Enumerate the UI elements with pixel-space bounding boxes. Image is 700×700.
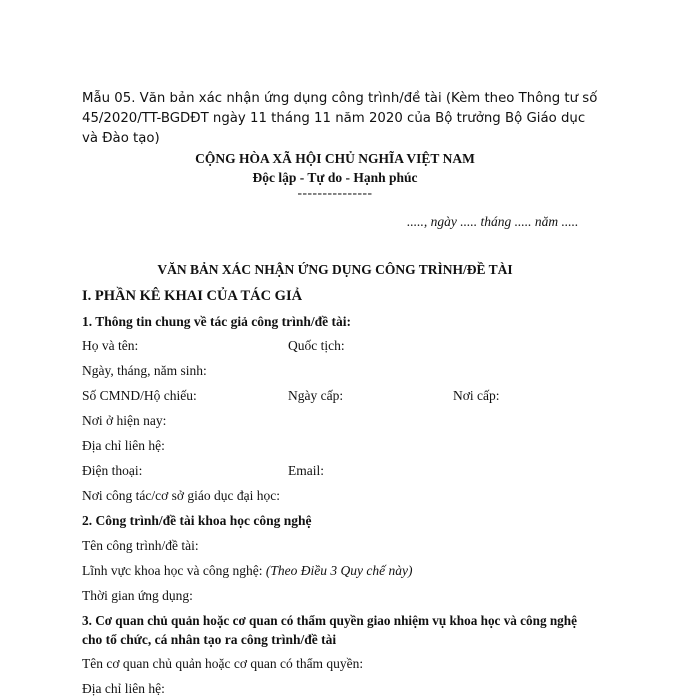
intro-line-1: Mẫu 05. Văn bản xác nhận ứng dụng công trình/đề tài (Kèm theo Thông tư số — [82, 91, 598, 106]
field-workplace: Nơi công tác/cơ sở giáo dục đại học: — [82, 488, 280, 503]
science-field-note: (Theo Điều 3 Quy chế này) — [265, 563, 413, 578]
subsection-3-heading-line-2: cho tổ chức, cá nhân tạo ra công trình/đề tài — [82, 632, 337, 647]
nation-title: CỘNG HÒA XÃ HỘI CHỦ NGHĨA VIỆT NAM — [195, 151, 475, 166]
subsection-2-heading: 2. Công trình/đề tài khoa học công nghệ — [82, 513, 312, 528]
subsection-1-heading: 1. Thông tin chung về tác giả công trình/đề tài: — [82, 314, 352, 329]
field-id-number: Số CMND/Hộ chiếu: — [82, 388, 197, 403]
field-contact-address: Địa chỉ liên hệ: — [82, 438, 165, 453]
field-email: Email: — [288, 463, 324, 478]
form-intro — [82, 89, 627, 149]
science-field-label: Lĩnh vực khoa học và công nghệ: — [82, 563, 266, 578]
field-full-name: Họ và tên: — [82, 338, 139, 353]
field-science-field — [82, 563, 412, 579]
header-divider: --------------- — [297, 185, 373, 200]
intro-line-3: và Đào tạo) — [82, 131, 160, 146]
field-work-name: Tên công trình/đề tài: — [82, 538, 199, 553]
field-date-of-birth: Ngày, tháng, năm sinh: — [82, 363, 207, 378]
document-title: VĂN BẢN XÁC NHẬN ỨNG DỤNG CÔNG TRÌNH/ĐỀ TÀI — [157, 262, 513, 277]
section-1-heading: I. PHẦN KÊ KHAI CỦA TÁC GIẢ — [82, 288, 303, 304]
field-issue-date: Ngày cấp: — [288, 388, 344, 403]
subsection-3-heading-line-1: 3. Cơ quan chủ quản hoặc cơ quan có thẩm quyền giao nhiệm vụ khoa học và công nghệ — [82, 613, 577, 628]
field-current-residence: Nơi ở hiện nay: — [82, 413, 167, 428]
field-agency-address: Địa chỉ liên hệ: — [82, 681, 165, 696]
field-phone: Điện thoại: — [82, 463, 143, 478]
date-line: ....., ngày ..... tháng ..... năm ..... — [407, 214, 579, 229]
motto: Độc lập - Tự do - Hạnh phúc — [252, 170, 418, 185]
field-issue-place: Nơi cấp: — [453, 388, 500, 403]
intro-line-2: 45/2020/TT-BGDĐT ngày 11 tháng 11 năm 2020 của Bộ trưởng Bộ Giáo dục — [82, 111, 586, 126]
field-nationality: Quốc tịch: — [288, 338, 345, 353]
field-agency-name: Tên cơ quan chủ quản hoặc cơ quan có thẩm quyền: — [82, 656, 364, 671]
field-apply-time: Thời gian ứng dụng: — [82, 588, 193, 603]
